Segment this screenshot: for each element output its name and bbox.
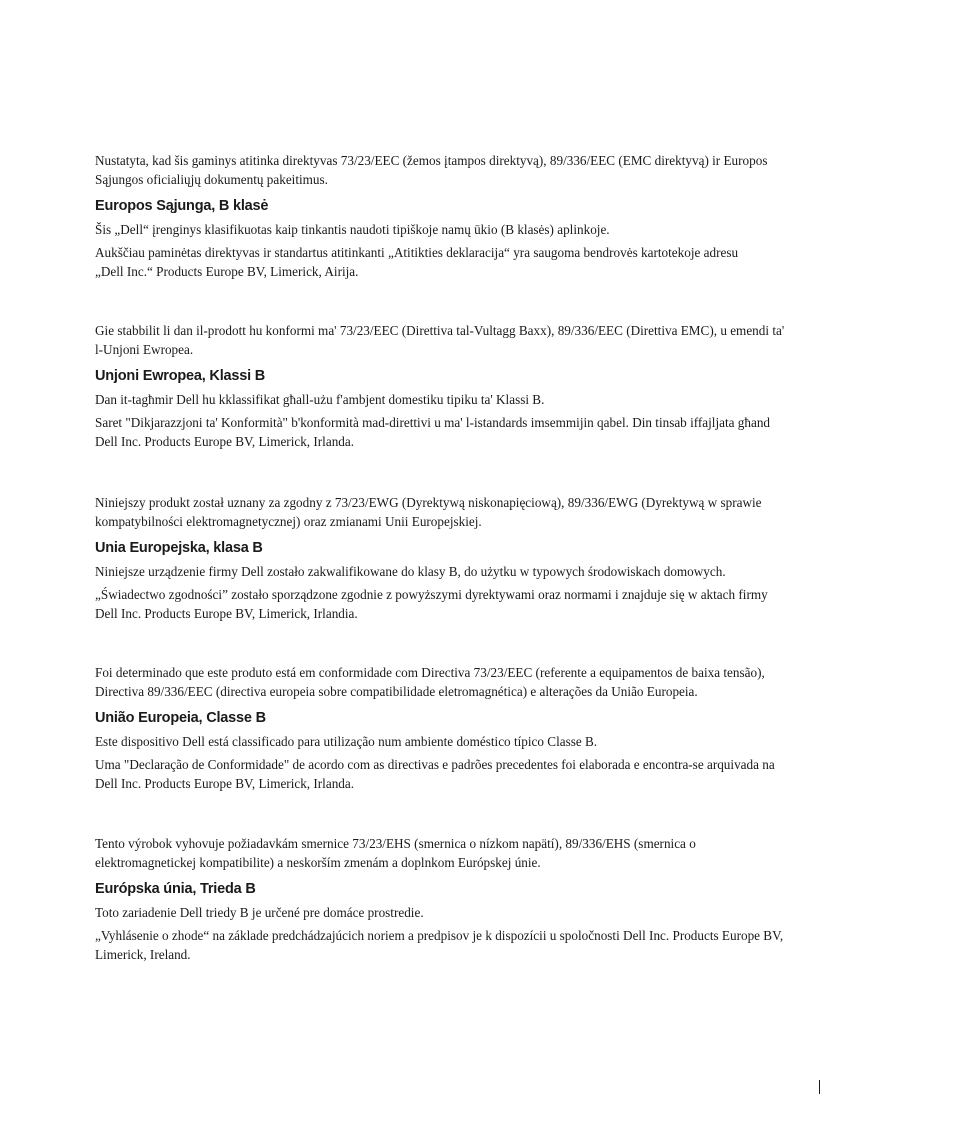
section-lithuanian	[95, 151, 855, 281]
classification-statement: Dan it-tagħmir Dell hu kklassifikat għall-użu f'ambjent domestiku tipiku ta' Klassi B.	[95, 392, 545, 407]
classification-statement: Niniejsze urządzenie firmy Dell zostało zakwalifikowane do klasy B, do użytku w typowych środowiskach domowych.	[95, 564, 726, 579]
intro-paragraph	[95, 321, 855, 359]
intro-line: kompatybilności elektromagnetycznej) oraz zmianami Unii Europejskiej.	[95, 514, 482, 529]
section-heading: Európska únia, Trieda B	[95, 881, 256, 897]
declaration-paragraph	[95, 926, 855, 964]
declaration-line: „Świadectwo zgodności” zostało sporządzone zgodnie z powyższymi dyrektywami oraz normami i znajduje się w aktach firmy	[95, 587, 768, 602]
intro-paragraph	[95, 834, 855, 872]
intro-line: Foi determinado que este produto está em conformidade com Directiva 73/23/EEC (referente a equipamentos de baixa tensão),	[95, 665, 765, 680]
declaration-line: Limerick, Ireland.	[95, 947, 191, 962]
section-heading: Europos Sąjunga, B klasė	[95, 198, 269, 214]
section-slovak	[95, 834, 855, 964]
declaration-line: Dell Inc. Products Europe BV, Limerick, Irlandia.	[95, 606, 358, 621]
classification-statement: Šis „Dell“ įrenginys klasifikuotas kaip tinkantis naudoti tipiškoje namų ūkio (B klasės) aplinkoje.	[95, 222, 610, 237]
intro-line: l-Unjoni Ewropea.	[95, 342, 194, 357]
page-number-separator	[819, 1080, 820, 1094]
section-polish	[95, 493, 855, 623]
intro-line: elektromagnetickej kompatibilite) a neskorším zmenám a doplnkom Európskej únie.	[95, 855, 541, 870]
declaration-line: „Dell Inc.“ Products Europe BV, Limerick, Airija.	[95, 264, 359, 279]
intro-line: Tento výrobok vyhovuje požiadavkám smernice 73/23/EHS (smernica o nízkom napätí), 89/336/EHS (smernica o	[95, 836, 696, 851]
section-maltese	[95, 321, 855, 451]
section-heading: União Europeia, Classe B	[95, 710, 266, 726]
intro-line: Sąjungos oficialiųjų dokumentų pakeitimus.	[95, 172, 328, 187]
declaration-line: „Vyhlásenie o zhode“ na základe predchádzajúcich noriem a predpisov je k dispozícii u spoločnosti Dell Inc. Products Europe BV,	[95, 928, 784, 943]
intro-line: Directiva 89/336/EEC (directiva europeia sobre compatibilidade eletromagnética) e alterações da União Europeia.	[95, 684, 698, 699]
declaration-line: Dell Inc. Products Europe BV, Limerick, Irlanda.	[95, 434, 355, 449]
declaration-paragraph	[95, 413, 855, 451]
declaration-line: Dell Inc. Products Europe BV, Limerick, Irlanda.	[95, 776, 355, 791]
intro-paragraph	[95, 151, 855, 189]
intro-paragraph	[95, 663, 855, 701]
declaration-line: Uma "Declaração de Conformidade" de acordo com as directivas e padrões precedentes foi elaborada e encontra-se arquivada na	[95, 757, 775, 772]
declaration-line: Saret "Dikjarazzjoni ta' Konformità" b'konformità mad-direttivi u ma' l-istandards imsemmijin qabel. Din tinsab iffajljata għand	[95, 415, 771, 430]
declaration-paragraph	[95, 243, 855, 281]
declaration-paragraph	[95, 585, 855, 623]
intro-line: Nustatyta, kad šis gaminys atitinka direktyvas 73/23/EEC (žemos įtampos direktyvą), 89/336/EEC (EMC direktyvą) ir Europos	[95, 153, 768, 168]
declaration-line: Aukščiau paminėtas direktyvas ir standartus atitinkanti „Atitikties deklaracija“ yra saugoma bendrovės kartotekoje adresu	[95, 245, 739, 260]
declaration-paragraph	[95, 755, 855, 793]
section-portuguese	[95, 663, 855, 793]
intro-paragraph	[95, 493, 855, 531]
section-heading: Unjoni Ewropea, Klassi B	[95, 368, 266, 384]
section-heading: Unia Europejska, klasa B	[95, 540, 263, 556]
classification-statement: Este dispositivo Dell está classificado para utilização num ambiente doméstico típico Classe B.	[95, 734, 598, 749]
intro-line: Gie stabbilit li dan il-prodott hu konformi ma' 73/23/EEC (Direttiva tal-Vultagg Baxx), 89/336/EEC (Direttiva EMC), u emendi ta'	[95, 323, 785, 338]
classification-statement: Toto zariadenie Dell triedy B je určené pre domáce prostredie.	[95, 905, 424, 920]
intro-line: Niniejszy produkt został uznany za zgodny z 73/23/EWG (Dyrektywą niskonapięciową), 89/336/EWG (Dyrektywą w sprawie	[95, 495, 762, 510]
